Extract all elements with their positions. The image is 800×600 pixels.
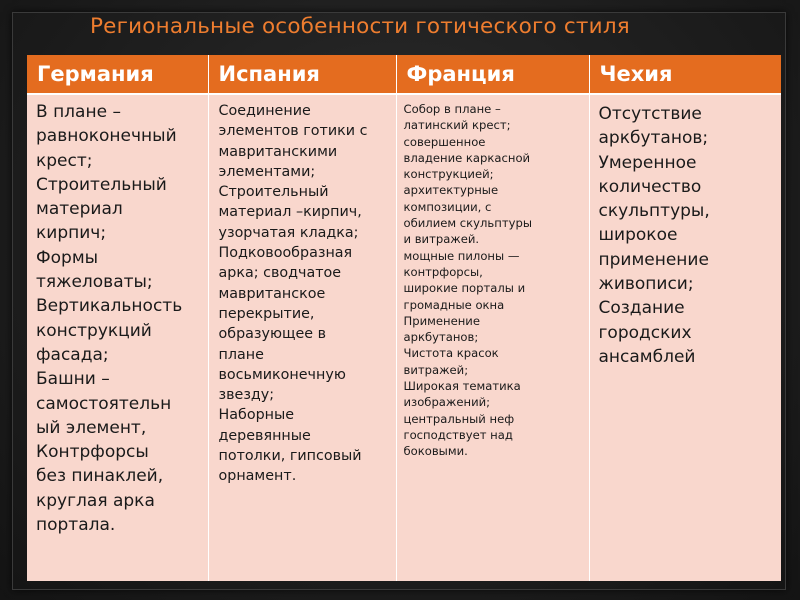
comparison-table <box>27 55 781 581</box>
header-germany: Германия <box>27 55 208 94</box>
header-france: Франция <box>396 55 589 94</box>
slide-title: Региональные особенности готического стиля <box>90 14 630 39</box>
table-row <box>27 94 781 581</box>
cell-germany: В плане – равноконечный крест; Строительный материал кирпич; Формы тяжеловаты; Вертикальность конструкций фасада; Башни – самостоятельн ый элемент, Контрфорсы без пинаклей, круглая арка портала. <box>27 94 208 581</box>
header-czech: Чехия <box>589 55 781 94</box>
cell-czech: Отсутствие аркбутанов; Умеренное количество скульптуры, широкое применение живописи; Создание городских ансамблей <box>589 94 781 581</box>
header-spain: Испания <box>208 55 396 94</box>
table-header-row <box>27 55 781 94</box>
cell-france: Собор в плане – латинский крест; совершенное владение каркасной конструкцией; архитектурные композиции, с обилием скульптуры и витражей. мощные пилоны — контрфорсы, широкие порталы и громадные окна Применение аркбутанов; Чистота красок витражей; Широкая тематика изображений; центральный неф господствует над боковыми. <box>396 94 589 581</box>
cell-spain: Соединение элементов готики с мавританскими элементами; Строительный материал –кирпич, узорчатая кладка; Подковообразная арка; сводчатое мавританское перекрытие, образующее в плане восьмиконечную звезду; Наборные деревянные потолки, гипсовый орнамент. <box>208 94 396 581</box>
